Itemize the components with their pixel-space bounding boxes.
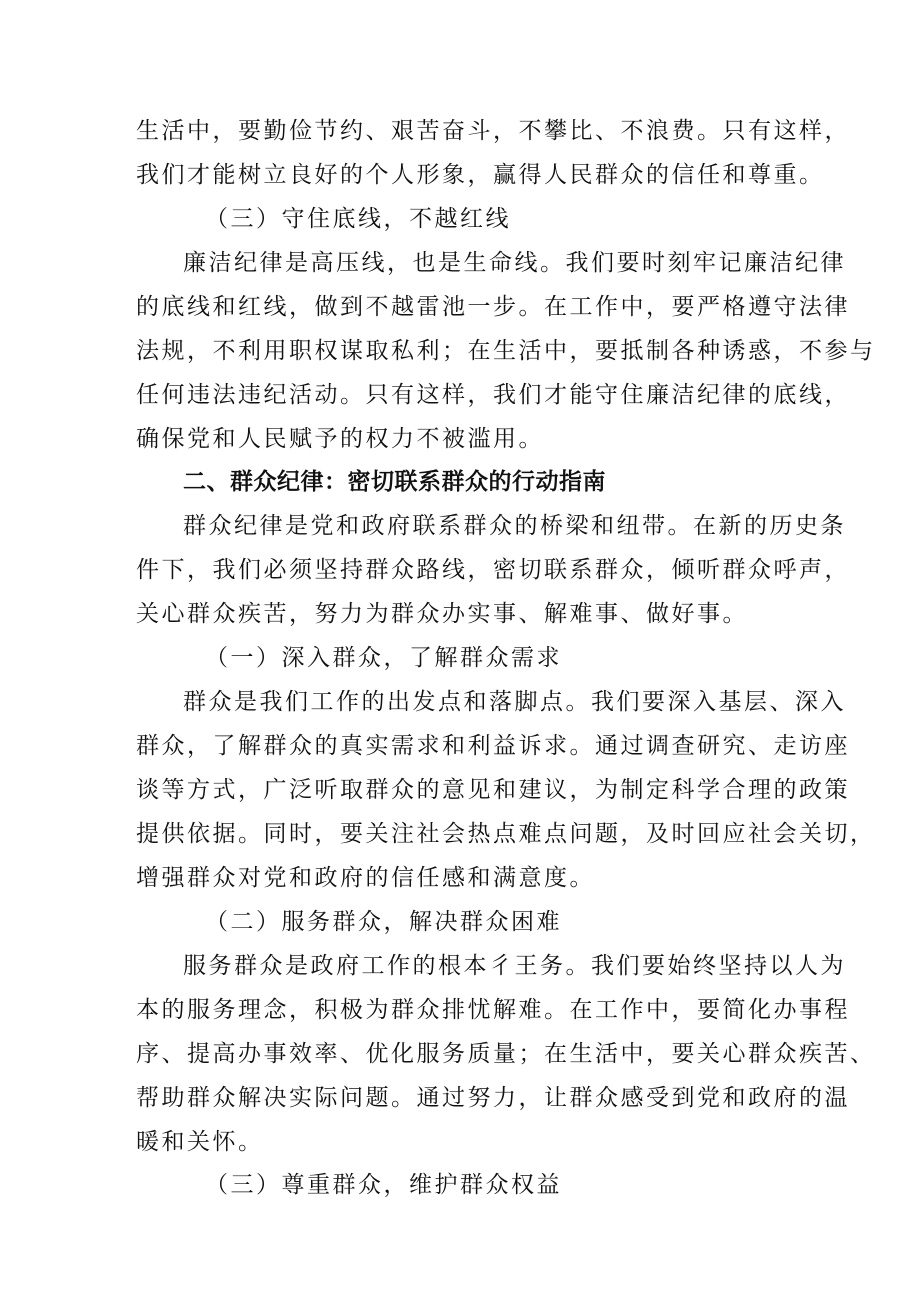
section-heading: （一）深入群众，了解群众需求: [205, 645, 562, 671]
paragraph-line: 关心群众疾苦，努力为群众办实事、解难事、做好事。: [136, 601, 748, 627]
paragraph-line: 提供依据。同时，要关注社会热点难点问题，及时回应社会关切，: [136, 821, 876, 847]
paragraph-line: 的底线和红线，做到不越雷池一步。在工作中，要严格遵守法律: [136, 294, 850, 320]
paragraph-line: 谈等方式，广泛听取群众的意见和建议，为制定科学合理的政策: [136, 777, 850, 803]
paragraph-line: 我们才能树立良好的个人形象，赢得人民群众的信任和尊重。: [136, 162, 825, 188]
chapter-heading: 二、群众纪律：密切联系群众的行动指南: [183, 469, 606, 495]
paragraph-line: 帮助群众解决实际问题。通过努力，让群众感受到党和政府的温: [136, 1085, 850, 1111]
paragraph-line: 群众纪律是党和政府联系群众的桥梁和纽带。在新的历史条: [183, 513, 846, 539]
paragraph-line: 群众，了解群众的真实需求和利益诉求。通过调查研究、走访座: [136, 733, 850, 759]
paragraph-line: 暖和关怀。: [136, 1129, 264, 1155]
paragraph-line: 服务群众是政府工作的根本彳王务。我们要始终坚持以人为: [183, 953, 846, 979]
paragraph-line: 确保党和人民赋予的权力不被滥用。: [136, 426, 544, 452]
section-heading: （二）服务群众，解决群众困难: [205, 909, 562, 935]
section-heading: （三）守住底线，不越红线: [205, 206, 511, 232]
paragraph-line: 生活中，要勤俭节约、艰苦奋斗，不攀比、不浪费。只有这样，: [136, 118, 850, 144]
paragraph-line: 群众是我们工作的出发点和落脚点。我们要深入基层、深入: [183, 689, 846, 715]
paragraph-line: 任何违法违纪活动。只有这样，我们才能守住廉洁纪律的底线，: [136, 382, 850, 408]
paragraph-line: 件下，我们必须坚持群众路线，密切联系群众，倾听群众呼声，: [136, 557, 850, 583]
section-heading: （三）尊重群众，维护群众权益: [205, 1172, 562, 1198]
paragraph-line: 法规，不利用职权谋取私利；在生活中，要抵制各种诱惑，不参与: [136, 338, 876, 364]
paragraph-line: 序、提高办事效率、优化服务质量；在生活中，要关心群众疾苦、: [136, 1041, 876, 1067]
paragraph-line: 廉洁纪律是高压线，也是生命线。我们要时刻牢记廉洁纪律: [183, 250, 846, 276]
paragraph-line: 增强群众对党和政府的信任感和满意度。: [136, 865, 595, 891]
paragraph-line: 本的服务理念，积极为群众排忧解难。在工作中，要简化办事程: [136, 997, 850, 1023]
